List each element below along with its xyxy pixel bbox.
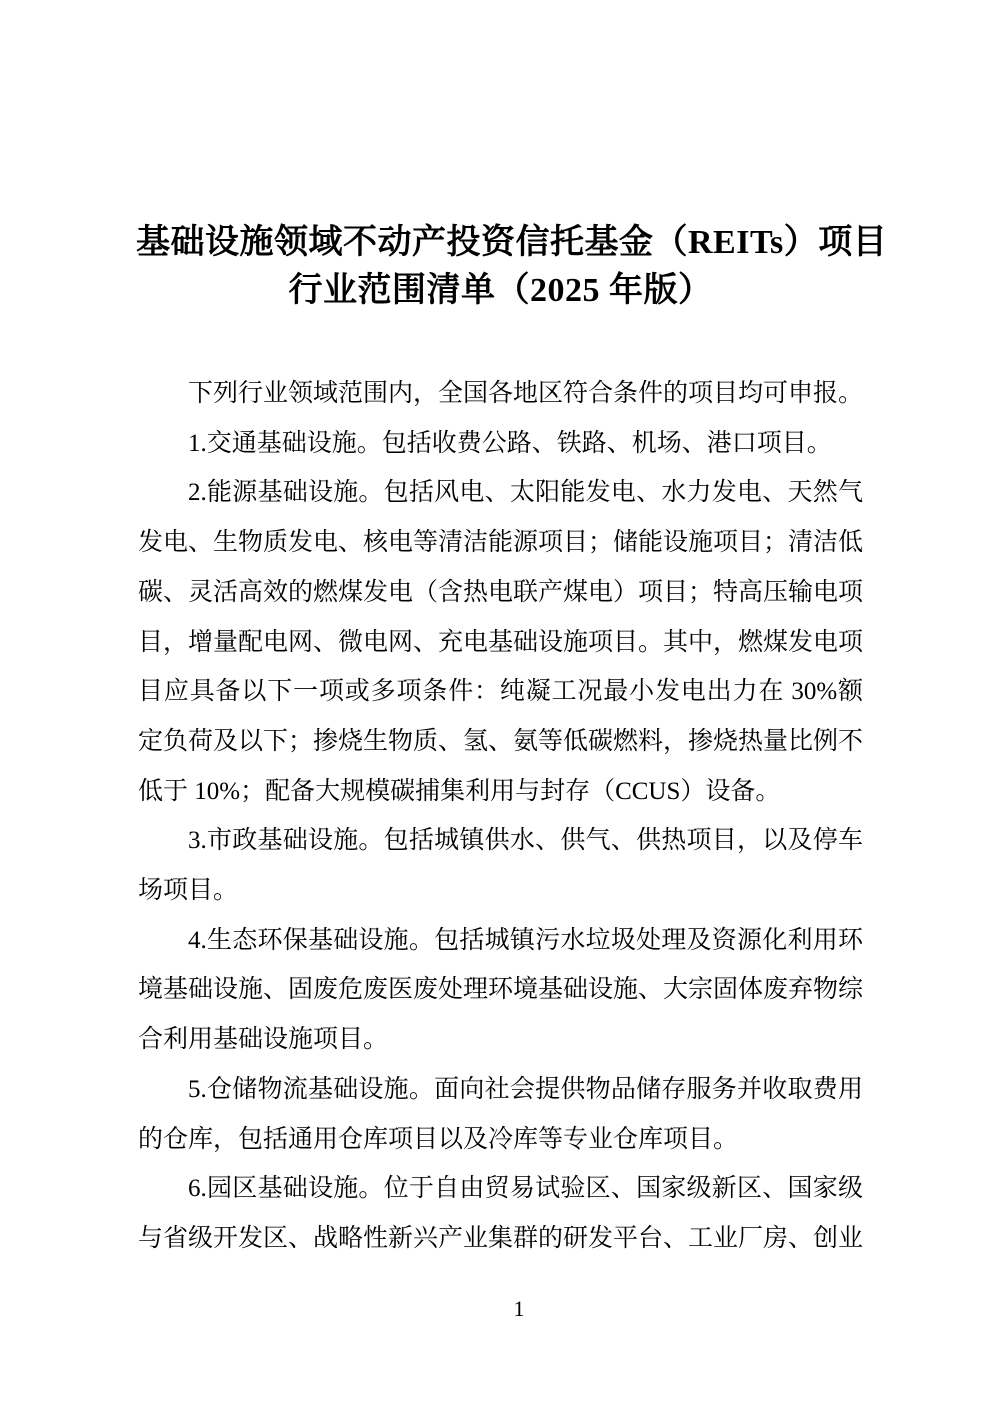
paragraph-item-6-industrial-park: 6.园区基础设施。位于自由贸易试验区、国家级新区、国家级与省级开发区、战略性新兴产业集群的研发平台、工业厂房、创业 [138, 1175, 864, 1252]
document-title-line-1: 基础设施领域不动产投资信托基金（REITs）项目 [136, 224, 888, 261]
document-title [0, 0, 1000, 315]
paragraph-item-2-energy: 2.能源基础设施。包括风电、太阳能发电、水力发电、天然气发电、生物质发电、核电等清洁能源项目；储能设施项目；清洁低碳、灵活高效的燃煤发电（含热电联产煤电）项目；特高压输电项目，增量配电网、微电网、充电基础设施项目。其中，燃煤发电项目应具备以下一项或多项条件：纯凝工况最小发电出力在 30%额定负荷及以下；掺烧生物质、氢、氨等低碳燃料，掺烧热量比例不低于 10%；配备大规模碳捕集利用与封存（CCUS）设备。 [138, 479, 864, 805]
page-number: 1 [513, 1296, 525, 1321]
paragraph-item-5-warehouse-logistics: 5.仓储物流基础设施。面向社会提供物品储存服务并收取费用的仓库，包括通用仓库项目以及冷库等专业仓库项目。 [138, 1075, 863, 1153]
paragraph-intro: 下列行业领域范围内，全国各地区符合条件的项目均可申报。 [188, 380, 864, 407]
paragraph-item-1-transport: 1.交通基础设施。包括收费公路、铁路、机场、港口项目。 [188, 429, 832, 457]
paragraph-item-4-eco-environment: 4.生态环保基础设施。包括城镇污水垃圾处理及资源化利用环境基础设施、固废危废医废处理环境基础设施、大宗固体废弃物综合利用基础设施项目。 [138, 926, 864, 1054]
document-title-line-2: 行业范围清单（2025 年版） [288, 272, 713, 309]
paragraph-item-3-municipal: 3.市政基础设施。包括城镇供水、供气、供热项目，以及停车场项目。 [138, 827, 863, 905]
document-body [0, 369, 1000, 1264]
